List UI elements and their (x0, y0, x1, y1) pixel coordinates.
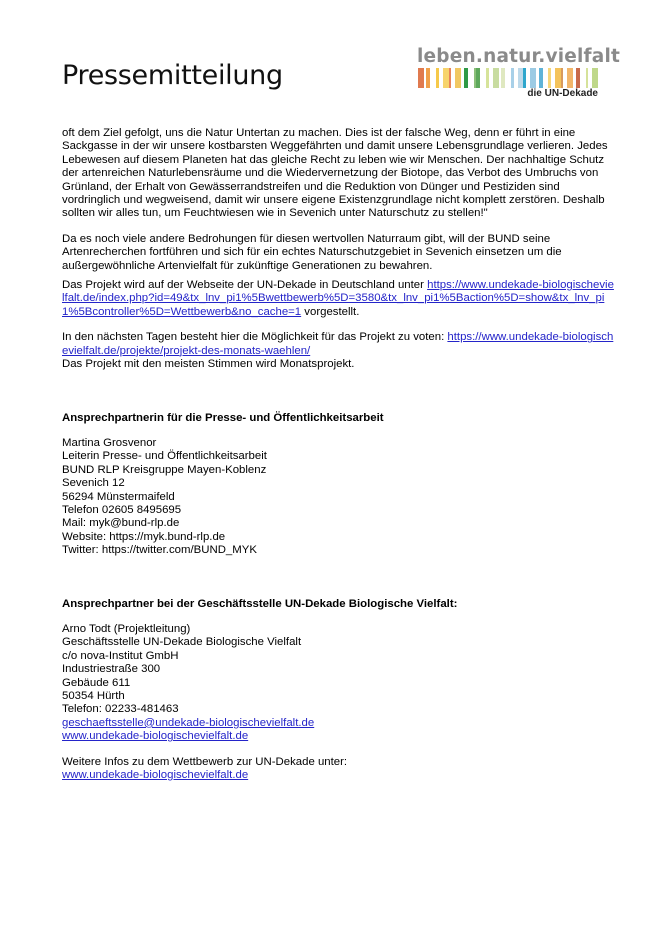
paragraph-3-end: vorgestellt. (301, 305, 360, 318)
logo-bar (592, 68, 598, 88)
contact-line: Sevenich 12 (62, 477, 125, 490)
contact-line: Gebäude 611 (62, 676, 131, 689)
contact-line: Website: https://myk.bund-rlp.de (62, 530, 226, 543)
paragraph-3 (62, 279, 614, 319)
contact-line: Telefon: 02233-481463 (62, 703, 179, 716)
contact-line: Martina Grosvenor (62, 436, 157, 449)
project-page-link[interactable]: https://www.undekade-biologischevielfalt.de/index.php?id=49&tx_lnv_pi1%5Bwettbewerb%5D=3580&tx_lnv_pi1%5Baction%5D=show&tx_lnv_pi1%5Bcontroller%5D=Wettbewerb&no_cache=1 (62, 279, 614, 318)
logo-color-bars (418, 68, 598, 88)
contact-line: 56294 Münstermaifeld (62, 490, 175, 503)
more-info-text: Weitere Infos zu dem Wettbewerb zur UN-Dekade unter: (62, 755, 348, 768)
contact-line: Leiterin Presse- und Öffentlichkeitsarbeit (62, 450, 267, 463)
contact1-details (62, 437, 614, 558)
un-decade-logo (412, 46, 621, 100)
contact-line: Mail: myk@bund-rlp.de (62, 517, 180, 530)
paragraph-3-text: Das Projekt wird auf der Webseite der UN-Dekade in Deutschland unter (62, 279, 428, 292)
contact-line: 50354 Hürth (62, 690, 125, 702)
contact-line: Twitter: https://twitter.com/BUND_MYK (62, 544, 257, 557)
contact2-details (62, 623, 614, 717)
contact-line: Telefon 02605 8495695 (62, 503, 182, 516)
contact-line: Arno Todt (Projektleitung) (62, 622, 191, 635)
website-link[interactable]: www.undekade-biologischevielfalt.de (62, 730, 249, 743)
contact-line: Industriestraße 300 (62, 663, 161, 676)
page-title: Pressemitteilung (62, 60, 283, 91)
more-info-link[interactable]: www.undekade-biologischevielfalt.de (62, 769, 249, 782)
contact-line: BUND RLP Kreisgruppe Mayen-Koblenz (62, 463, 267, 476)
paragraph-2: Da es noch viele andere Bedrohungen für diesen wertvollen Naturraum gibt, will der BUND seine Artenrecherchen fortführen und sich für ein echtes Naturschutzgebiet in Sevenich einsetzen um die außergewöhnliche Artenvielfalt für zukünftige Generationen zu bewahren. (62, 232, 562, 272)
contact-line: c/o nova-Institut GmbH (62, 649, 179, 662)
press-release-body (62, 127, 614, 782)
logo-text: leben.natur.vielfalt (417, 46, 621, 67)
email-link[interactable]: geschaeftsstelle@undekade-biologischevielfalt.de (62, 716, 315, 729)
contact1-heading: Ansprechpartnerin für die Presse- und Öffentlichkeitsarbeit (62, 411, 384, 424)
logo-subtitle: die UN-Dekade (527, 88, 598, 99)
contact2-heading: Ansprechpartner bei der Geschäftsstelle UN-Dekade Biologische Vielfalt: (62, 597, 458, 610)
paragraph-4-line2: Das Projekt mit den meisten Stimmen wird Monatsprojekt. (62, 358, 355, 371)
paragraph-4-text: In den nächsten Tagen besteht hier die Möglichkeit für das Projekt zu voten: (62, 331, 448, 344)
vote-link[interactable]: https://www.undekade-biologischevielfalt.de/projekte/projekt-des-monats-waehlen/ (62, 331, 614, 357)
contact-line: Geschäftsstelle UN-Dekade Biologische Vielfalt (62, 636, 302, 649)
paragraph-1: oft dem Ziel gefolgt, uns die Natur Untertan zu machen. Dies ist der falsche Weg, denn er führt in eine Sackgasse in der wir unsere kostbarsten Weggefährten und damit unsere Lebensgrundlage verlieren. Jedes Lebewesen auf diesem Planeten hat das gleiche Recht zu leben wie wir Menschen. Der nachhaltige Schutz der artenreichen Naturlebensräume und die Wiedervernetzung der Biotope, das Verbot des Umbruchs von Grünland, der Erhalt von Gewässerrandstreifen und die Reduktion von Dünger und Pestiziden sind vordringlich und wegweisend, damit wir unsere eigene Existenzgrundlage nicht komplett zerstören. Deshalb sollten wir alles tun, um Feuchtwiesen wie in Sevenich unter Naturschutz zu stellen!" (62, 127, 608, 220)
paragraph-4 (62, 331, 614, 358)
